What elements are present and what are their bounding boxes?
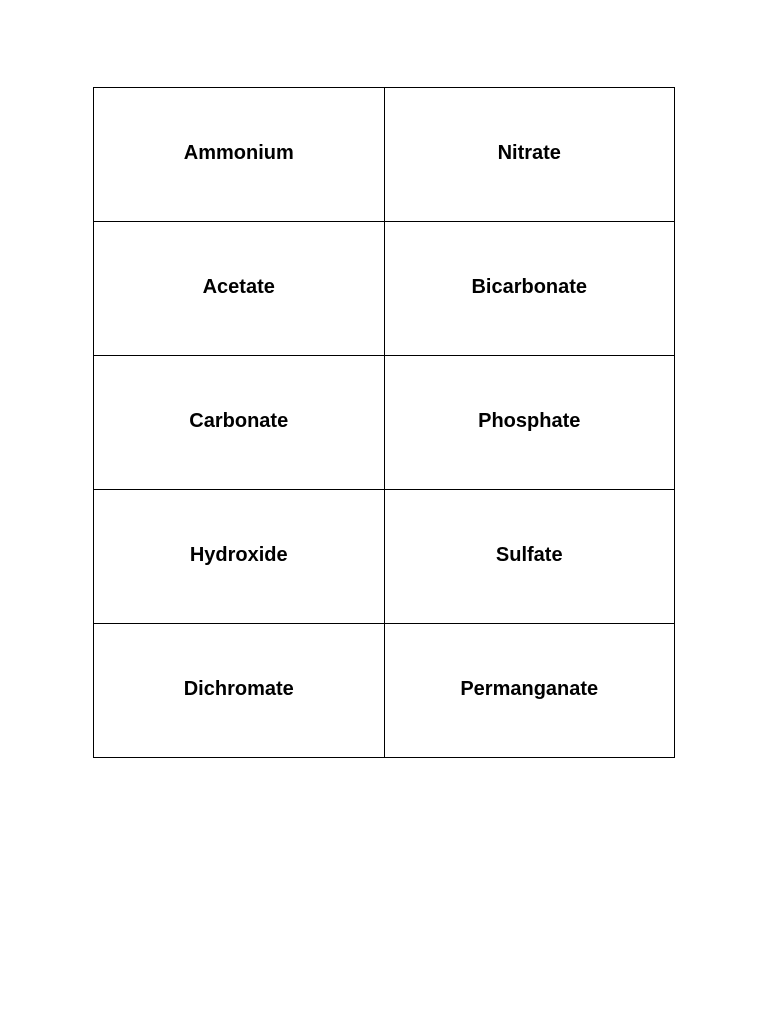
cell-text: Ammonium	[183, 142, 294, 164]
table-cell	[94, 624, 385, 758]
table-cell	[94, 490, 385, 624]
table-cell	[384, 624, 675, 758]
table-cell	[384, 490, 675, 624]
cell-text: Permanganate	[460, 678, 599, 700]
cell-text: Sulfate	[495, 544, 563, 566]
table-cell	[384, 88, 675, 222]
table-cell	[94, 356, 385, 490]
cell-text: Bicarbonate	[471, 276, 588, 298]
table-row	[94, 88, 675, 222]
table-row	[94, 624, 675, 758]
table-cell	[94, 222, 385, 356]
table-cell	[384, 222, 675, 356]
cell-text: Carbonate	[189, 410, 289, 432]
table-cell	[94, 88, 385, 222]
cell-text: Hydroxide	[189, 544, 288, 566]
table-row	[94, 490, 675, 624]
ion-card-table	[93, 87, 675, 758]
table-row	[94, 356, 675, 490]
cell-text: Nitrate	[497, 142, 561, 164]
table-cell	[384, 356, 675, 490]
cell-text: Dichromate	[183, 678, 294, 700]
cell-text: Phosphate	[478, 410, 581, 432]
cell-text: Acetate	[202, 276, 275, 298]
table-row	[94, 222, 675, 356]
